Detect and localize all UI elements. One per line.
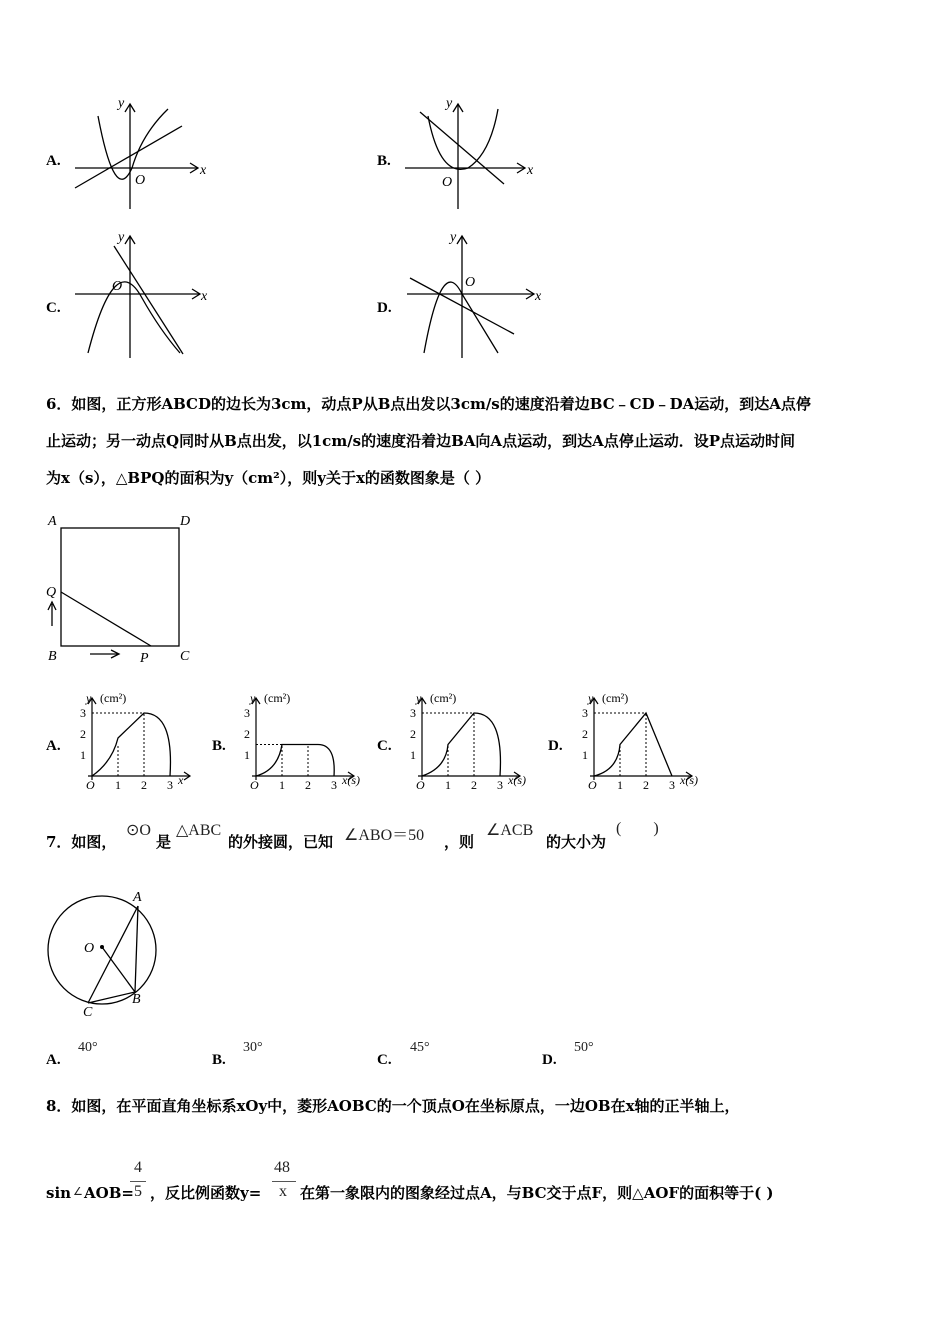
- q5-graph-c: [70, 228, 210, 360]
- x-label: x: [527, 163, 534, 178]
- q8-frac2-den: x: [279, 1183, 287, 1200]
- x-tick-label: 2: [471, 778, 477, 792]
- function-curve: [256, 745, 334, 777]
- q6-line-1: 6．如图，正方形ABCD的边长为3cm，动点P从B点出发以3cm/s的速度沿着边BC﹣CD﹣DA运动，到达A点停: [46, 395, 811, 413]
- option-value: 40°: [78, 1040, 98, 1055]
- segment-ab: [135, 906, 138, 992]
- x-tick-label: 2: [305, 778, 311, 792]
- function-curve: [594, 713, 672, 776]
- x-tick-label: 3: [331, 778, 337, 792]
- x-tick-label: 3: [167, 778, 173, 792]
- y-label: y: [118, 230, 125, 245]
- q7-stem: [46, 820, 746, 860]
- segment-ac: [88, 906, 138, 1003]
- function-curve: [422, 713, 500, 776]
- x-tick-label: 1: [115, 778, 121, 792]
- y-label: y: [450, 230, 457, 245]
- q7-circle-o: ⊙O: [126, 822, 151, 839]
- option-letter: C.: [377, 738, 392, 754]
- option-letter: D.: [548, 738, 563, 754]
- option-value: 30°: [243, 1040, 263, 1055]
- x-tick-label: 2: [141, 778, 147, 792]
- label-q: Q: [46, 585, 57, 600]
- q7-suffix: 的大小为: [546, 833, 607, 851]
- q6-line-2: 止运动；另一动点Q同时从B点出发，以1cm/s的速度沿着边BA向A点运动，到达A点停止运动．设P点运动时间: [46, 432, 795, 450]
- q7-triangle: △ABC: [176, 822, 222, 839]
- origin-label: O: [442, 175, 453, 190]
- option-letter: D.: [542, 1052, 557, 1068]
- option-letter: D.: [377, 300, 392, 316]
- q6-stem: [46, 386, 916, 497]
- q8-line-2: [46, 1155, 926, 1215]
- square: [61, 528, 179, 646]
- x-label: x(s): [508, 773, 526, 787]
- x-tick-label: 3: [669, 778, 675, 792]
- y-tick-label: 1: [410, 748, 416, 762]
- y-tick-label: 3: [244, 706, 250, 720]
- q8-suffix: 在第一象限内的图象经过点A，与BC交于点F，则△AOF的面积等于( ): [300, 1184, 774, 1202]
- q8-line-1: 8．如图，在平面直角坐标系xOy中，菱形AOBC的一个顶点O在坐标原点，一边OB在x轴的正半轴上，: [46, 1097, 740, 1115]
- q5-graph-a: [70, 94, 210, 212]
- q7-then: ，则: [444, 833, 475, 851]
- q5-graph-d: [402, 228, 542, 360]
- y-tick-label: 1: [80, 748, 86, 762]
- y-label: y: [118, 96, 125, 111]
- option-letter: C.: [46, 300, 61, 316]
- y-tick-label: 3: [410, 706, 416, 720]
- q7-circle-figure: [40, 882, 170, 1022]
- y-tick-label: 1: [582, 748, 588, 762]
- q6-line-3: 为x（s），△BPQ的面积为y（cm²），则y关于x的函数图象是（ ）: [46, 469, 491, 487]
- label-c: C: [180, 649, 190, 664]
- q5-graph-b: [400, 94, 540, 212]
- label-p: P: [140, 651, 149, 666]
- y-label: y: [86, 691, 92, 705]
- q8-frac1-num: 4: [134, 1159, 142, 1176]
- unit-label: (cm²): [264, 691, 291, 705]
- y-label: y: [416, 691, 422, 705]
- q6-graph-a: [72, 690, 222, 800]
- q8-frac2-bar: [272, 1181, 296, 1182]
- x-label: x: [178, 773, 184, 787]
- line: [75, 126, 182, 188]
- label-b: B: [48, 649, 57, 664]
- q6-graph-d: [574, 690, 724, 800]
- y-tick-label: 2: [410, 727, 416, 741]
- x-tick-label: 2: [643, 778, 649, 792]
- label-c: C: [83, 1005, 93, 1020]
- origin-label: O: [112, 279, 123, 294]
- y-tick-label: 1: [244, 748, 250, 762]
- label-o: O: [84, 941, 95, 956]
- option-letter: A.: [46, 738, 61, 754]
- origin-label: O: [86, 778, 95, 792]
- q8-frac1-bar: [130, 1181, 146, 1182]
- q7-angle-acb: ∠ACB: [486, 822, 534, 839]
- q8-sin: sin: [46, 1184, 72, 1202]
- option-letter: C.: [377, 1052, 392, 1068]
- option-value: 50°: [574, 1040, 594, 1055]
- unit-label: (cm²): [430, 691, 457, 705]
- q7-paren: ( ): [616, 820, 659, 837]
- y-tick-label: 2: [582, 727, 588, 741]
- x-tick-label: 1: [445, 778, 451, 792]
- origin-label: O: [588, 778, 597, 792]
- q8-angle: ∠: [73, 1186, 83, 1198]
- x-label: x: [201, 289, 208, 304]
- x-label: x(s): [342, 773, 360, 787]
- q7-angle-abo: ∠ABO＝50: [344, 827, 425, 844]
- option-letter: B.: [377, 153, 391, 169]
- label-a: A: [133, 890, 142, 905]
- y-label: y: [250, 691, 256, 705]
- label-d: D: [180, 514, 191, 529]
- origin-label: O: [416, 778, 425, 792]
- q8-mid: ，反比例函数y=: [150, 1184, 262, 1202]
- q8-frac1-den: 5: [134, 1183, 142, 1200]
- q7-prefix: 7．如图，: [46, 833, 117, 851]
- circle: [48, 896, 156, 1004]
- function-curve: [92, 713, 170, 776]
- y-label: y: [588, 691, 594, 705]
- center-dot: [100, 945, 104, 949]
- option-letter: B.: [212, 1052, 226, 1068]
- q6-graph-b: [236, 690, 386, 800]
- option-letter: A.: [46, 1052, 61, 1068]
- x-label: x: [200, 163, 207, 178]
- x-tick-label: 1: [617, 778, 623, 792]
- label-a: A: [48, 514, 57, 529]
- origin-label: O: [250, 778, 259, 792]
- x-tick-label: 3: [497, 778, 503, 792]
- y-label: y: [446, 96, 453, 111]
- segment-ob: [102, 947, 135, 992]
- unit-label: (cm²): [100, 691, 127, 705]
- option-value: 45°: [410, 1040, 430, 1055]
- option-letter: A.: [46, 153, 61, 169]
- unit-label: (cm²): [602, 691, 629, 705]
- y-tick-label: 2: [80, 727, 86, 741]
- x-label: x: [535, 289, 542, 304]
- y-tick-label: 2: [244, 727, 250, 741]
- q7-mid: 的外接圆，已知: [228, 833, 334, 851]
- x-tick-label: 1: [279, 778, 285, 792]
- q8-aob: AOB=: [84, 1184, 134, 1202]
- y-tick-label: 3: [582, 706, 588, 720]
- q6-graph-c: [402, 690, 552, 800]
- q8-frac2-num: 48: [274, 1159, 290, 1176]
- y-tick-label: 3: [80, 706, 86, 720]
- q6-square-figure: [40, 508, 200, 668]
- x-label: x(s): [680, 773, 698, 787]
- label-b: B: [132, 992, 141, 1007]
- segment-qp: [61, 592, 151, 646]
- q7-is: 是: [156, 833, 172, 851]
- origin-label: O: [135, 173, 146, 188]
- origin-label: O: [465, 275, 476, 290]
- option-letter: B.: [212, 738, 226, 754]
